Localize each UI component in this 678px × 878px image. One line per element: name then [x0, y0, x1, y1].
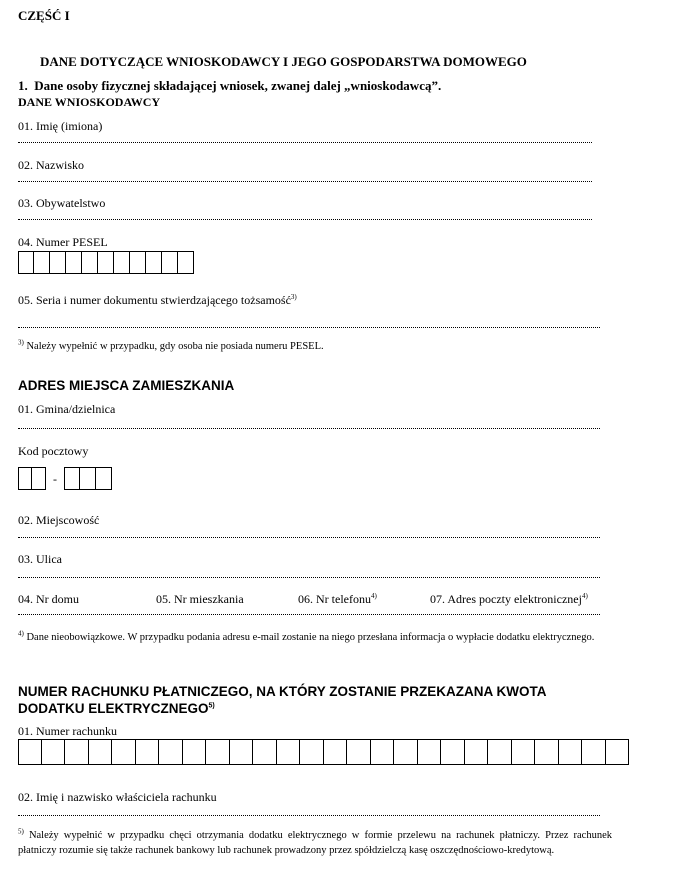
- account-box[interactable]: [159, 739, 183, 765]
- account-box[interactable]: [324, 739, 348, 765]
- account-box[interactable]: [230, 739, 254, 765]
- account-box[interactable]: [512, 739, 536, 765]
- part-title: CZĘŚĆ I: [18, 8, 70, 23]
- account-owner-field[interactable]: [18, 811, 600, 816]
- account-box[interactable]: [42, 739, 66, 765]
- pesel-box[interactable]: [162, 251, 178, 274]
- footnote-4: [18, 630, 612, 645]
- account-box[interactable]: [488, 739, 512, 765]
- surname-field[interactable]: [18, 177, 592, 182]
- postal-box[interactable]: [32, 467, 46, 490]
- account-box[interactable]: [465, 739, 489, 765]
- account-box[interactable]: [136, 739, 160, 765]
- account-box[interactable]: [371, 739, 395, 765]
- email-label-text: 07. Adres poczty elektronicznej: [430, 592, 582, 606]
- street-label: 03. Ulica: [18, 552, 62, 566]
- flat-no-label: 05. Nr mieszkania: [156, 592, 244, 606]
- account-box[interactable]: [277, 739, 301, 765]
- footnote-ref: 5): [208, 702, 215, 710]
- citizenship-field[interactable]: [18, 215, 592, 220]
- account-heading-line2: [18, 700, 618, 717]
- municipality-label: 01. Gmina/dzielnica: [18, 402, 116, 416]
- account-heading-line1: NUMER RACHUNKU PŁATNICZEGO, NA KTÓRY ZOSTANIE PRZEKAZANA KWOTA: [18, 684, 547, 699]
- pesel-box[interactable]: [130, 251, 146, 274]
- phone-label: [298, 592, 377, 606]
- account-box[interactable]: [112, 739, 136, 765]
- footnote-5: [18, 828, 612, 858]
- footnote-mark: 4): [18, 629, 24, 638]
- municipality-field[interactable]: [18, 424, 600, 429]
- account-number-label: 01. Numer rachunku: [18, 724, 117, 738]
- section1-number: 1.: [18, 78, 28, 93]
- footnote-mark: 5): [18, 827, 24, 836]
- citizenship-label: 03. Obywatelstwo: [18, 196, 106, 210]
- pesel-box[interactable]: [18, 251, 34, 274]
- account-number-boxes[interactable]: [18, 739, 629, 765]
- account-heading: [18, 683, 618, 717]
- email-label: [430, 592, 588, 606]
- footnote-mark: 3): [18, 338, 24, 347]
- pesel-box[interactable]: [98, 251, 114, 274]
- street-field[interactable]: [18, 573, 600, 578]
- address-heading: ADRES MIEJSCA ZAMIESZKANIA: [18, 378, 235, 393]
- footnote-3-text: Należy wypełnić w przypadku, gdy osoba nie posiada numeru PESEL.: [26, 341, 324, 352]
- document-field[interactable]: [18, 323, 600, 328]
- footnote-ref: 4): [581, 592, 588, 600]
- footnote-3: [18, 339, 324, 354]
- postal-code-label: Kod pocztowy: [18, 444, 89, 458]
- footnote-5-text: Należy wypełnić w przypadku chęci otrzymania dodatku elektrycznego w formie przelewu na rachunek płatniczy. Przez rachunek płatniczy rozumie się także rachunek bankowy lub rachunek prowadzony przez spółdzielczą kasę oszczędnościowo-kredytową.: [18, 830, 613, 856]
- pesel-box[interactable]: [82, 251, 98, 274]
- locality-label: 02. Miejscowość: [18, 513, 100, 527]
- account-box[interactable]: [65, 739, 89, 765]
- account-owner-label: 02. Imię i nazwisko właściciela rachunku: [18, 790, 217, 804]
- surname-label: 02. Nazwisko: [18, 158, 84, 172]
- first-name-label: 01. Imię (imiona): [18, 119, 103, 133]
- account-box[interactable]: [347, 739, 371, 765]
- pesel-box[interactable]: [146, 251, 162, 274]
- pesel-box[interactable]: [66, 251, 82, 274]
- account-box[interactable]: [183, 739, 207, 765]
- pesel-box[interactable]: [34, 251, 50, 274]
- postal-dash: -: [53, 472, 57, 486]
- section1-title: [18, 78, 441, 93]
- account-box[interactable]: [89, 739, 113, 765]
- phone-label-text: 06. Nr telefonu: [298, 592, 371, 606]
- section1-title-text: Dane osoby fizycznej składającej wniosek, zwanej dalej „wnioskodawcą”.: [34, 78, 442, 93]
- pesel-boxes[interactable]: [18, 251, 194, 274]
- locality-field[interactable]: [18, 533, 600, 538]
- pesel-label: 04. Numer PESEL: [18, 235, 108, 249]
- account-box[interactable]: [606, 739, 630, 765]
- account-box[interactable]: [206, 739, 230, 765]
- account-box[interactable]: [559, 739, 583, 765]
- document-label: [18, 293, 297, 307]
- footnote-4-text: Dane nieobowiązkowe. W przypadku podania adresu e-mail zostanie na niego przesłana informacja o wypłacie dodatku elektrycznego.: [26, 632, 595, 643]
- pesel-box[interactable]: [50, 251, 66, 274]
- document-label-text: 05. Seria i numer dokumentu stwierdzającego tożsamość: [18, 293, 291, 307]
- postal-box[interactable]: [96, 467, 112, 490]
- account-box[interactable]: [18, 739, 42, 765]
- footnote-ref: 4): [370, 592, 377, 600]
- footnote-ref: 3): [290, 293, 297, 301]
- main-heading: DANE DOTYCZĄCE WNIOSKODAWCY I JEGO GOSPODARSTWA DOMOWEGO: [40, 54, 527, 69]
- postal-code-boxes-first[interactable]: [18, 467, 46, 490]
- postal-box[interactable]: [80, 467, 96, 490]
- applicant-data-heading: DANE WNIOSKODAWCY: [18, 95, 161, 109]
- pesel-box[interactable]: [178, 251, 194, 274]
- account-heading-line2-text: DODATKU ELEKTRYCZNEGO: [18, 701, 209, 716]
- postal-box[interactable]: [64, 467, 80, 490]
- account-box[interactable]: [253, 739, 277, 765]
- house-no-label: 04. Nr domu: [18, 592, 79, 606]
- contact-field[interactable]: [18, 610, 600, 615]
- account-box[interactable]: [582, 739, 606, 765]
- account-box[interactable]: [535, 739, 559, 765]
- pesel-box[interactable]: [114, 251, 130, 274]
- first-name-field[interactable]: [18, 138, 592, 143]
- postal-code-boxes-second[interactable]: [64, 467, 112, 490]
- account-box[interactable]: [441, 739, 465, 765]
- postal-box[interactable]: [18, 467, 32, 490]
- account-box[interactable]: [394, 739, 418, 765]
- account-box[interactable]: [300, 739, 324, 765]
- account-box[interactable]: [418, 739, 442, 765]
